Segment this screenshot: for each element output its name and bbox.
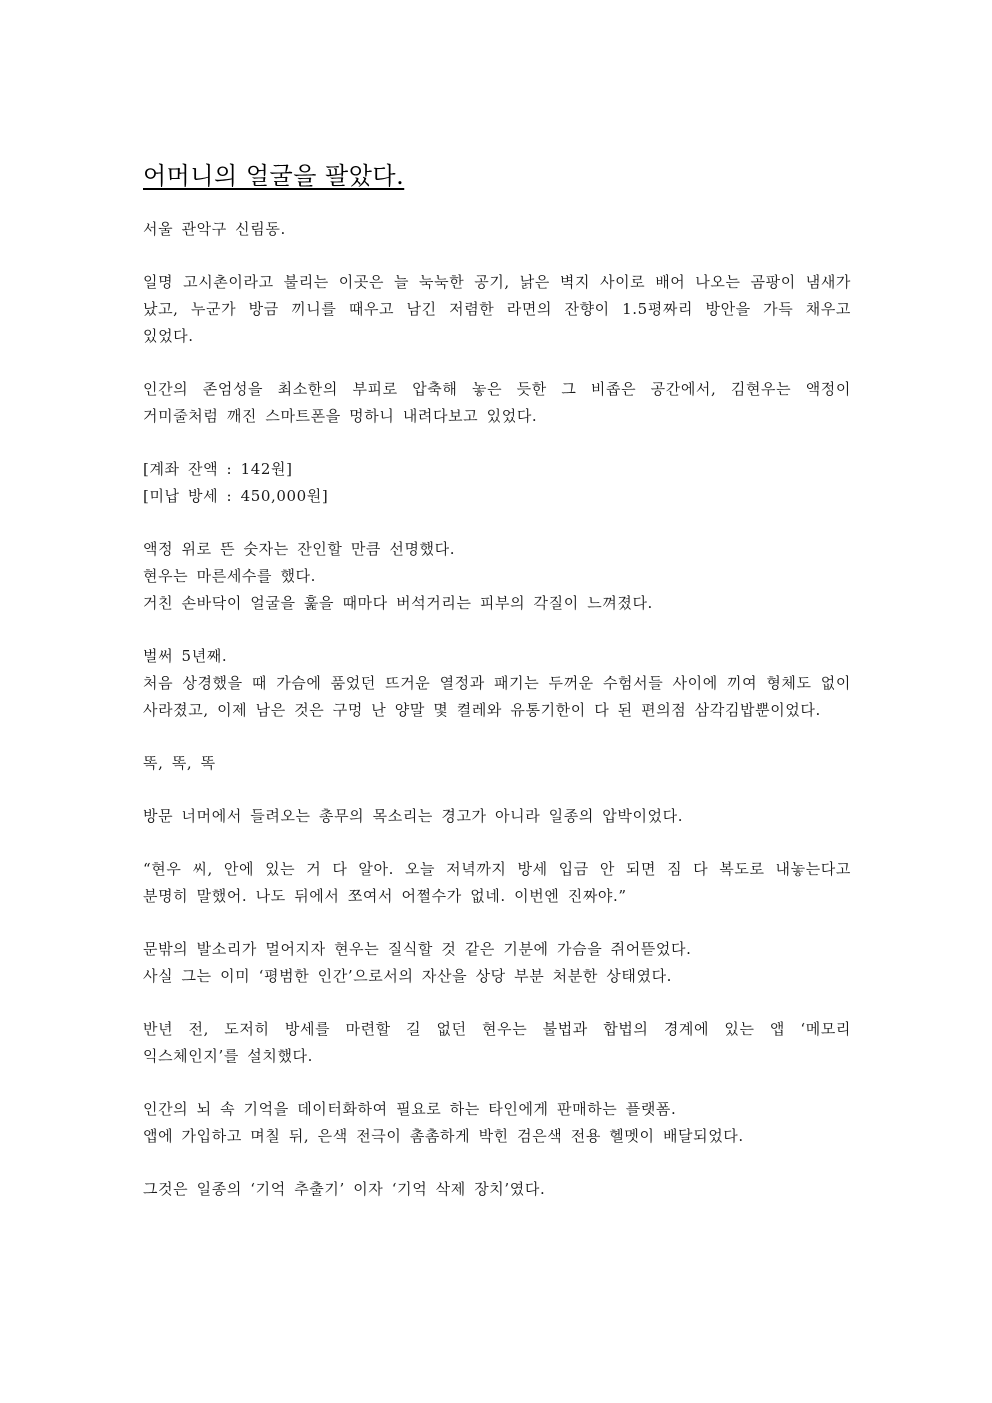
paragraph (143, 803, 851, 830)
text-line: 똑, 똑, 똑 (143, 754, 216, 772)
text-line: 일명 고시촌이라고 불리는 이곳은 늘 눅눅한 공기, 낡은 벽지 사이로 배어 나오는 곰팡이 냄새가 났고, 누군가 방금 끼니를 때우고 남긴 저렴한 라면의 잔향이 1.5평짜리 방안을 가득 채우고 있었다. (143, 273, 851, 345)
paragraph (143, 376, 851, 430)
paragraph (143, 269, 851, 350)
document-body (143, 216, 851, 1203)
paragraph (143, 536, 851, 617)
text-line: 거친 손바닥이 얼굴을 훑을 때마다 버석거리는 피부의 각질이 느껴졌다. (143, 594, 653, 612)
text-line: 앱에 가입하고 며칠 뒤, 은색 전극이 촘촘하게 박힌 검은색 전용 헬멧이 배달되었다. (143, 1127, 744, 1145)
text-line: 처음 상경했을 때 가슴에 품었던 뜨거운 열정과 패기는 두꺼운 수험서들 사이에 끼여 형체도 없이 사라졌고, 이제 남은 것은 구멍 난 양말 몇 켤레와 유통기한이 다 된 편의점 삼각김밥뿐이었다. (143, 674, 851, 719)
text-line: 인간의 존엄성을 최소한의 부피로 압축해 놓은 듯한 그 비좁은 공간에서, 김현우는 액정이 거미줄처럼 깨진 스마트폰을 멍하니 내려다보고 있었다. (143, 380, 851, 425)
text-line: 방문 너머에서 들려오는 총무의 목소리는 경고가 아니라 일종의 압박이었다. (143, 807, 684, 825)
text-line: 문밖의 발소리가 멀어지자 현우는 질식할 것 같은 기분에 가슴을 쥐어뜯었다. (143, 940, 692, 958)
paragraph (143, 1176, 851, 1203)
paragraph (143, 856, 851, 910)
text-line: 서울 관악구 신림동. (143, 220, 286, 238)
document-title: 어머니의 얼굴을 팔았다. (143, 162, 405, 190)
text-line: 반년 전, 도저히 방세를 마련할 길 없던 현우는 불법과 합법의 경계에 있는 앱 ‘메모리 익스체인지’를 설치했다. (143, 1020, 851, 1065)
text-line: “현우 씨, 안에 있는 거 다 알아. 오늘 저녁까지 방세 입금 안 되면 짐 다 복도로 내놓는다고 분명히 말했어. 나도 뒤에서 쪼여서 어쩔수가 없네. 이번엔 진짜야.” (143, 860, 851, 905)
text-line: 사실 그는 이미 ‘평범한 인간’으로서의 자산을 상당 부분 처분한 상태였다. (143, 967, 673, 985)
paragraph (143, 1096, 851, 1150)
paragraph (143, 936, 851, 990)
text-line: [계좌 잔액 : 142원] (143, 460, 293, 478)
text-line: 벌써 5년째. (143, 647, 228, 665)
text-line: 현우는 마른세수를 했다. (143, 567, 317, 585)
paragraph (143, 1016, 851, 1070)
text-line: 그것은 일종의 ‘기억 추출기’ 이자 ‘기억 삭제 장치’였다. (143, 1180, 546, 1198)
paragraph (143, 643, 851, 724)
paragraph (143, 750, 851, 777)
document-page (143, 158, 851, 1229)
paragraph (143, 456, 851, 510)
paragraph (143, 216, 851, 243)
text-line: 인간의 뇌 속 기억을 데이터화하여 필요로 하는 타인에게 판매하는 플랫폼. (143, 1100, 677, 1118)
text-line: [미납 방세 : 450,000원] (143, 487, 329, 505)
text-line: 액정 위로 뜬 숫자는 잔인할 만큼 선명했다. (143, 540, 456, 558)
